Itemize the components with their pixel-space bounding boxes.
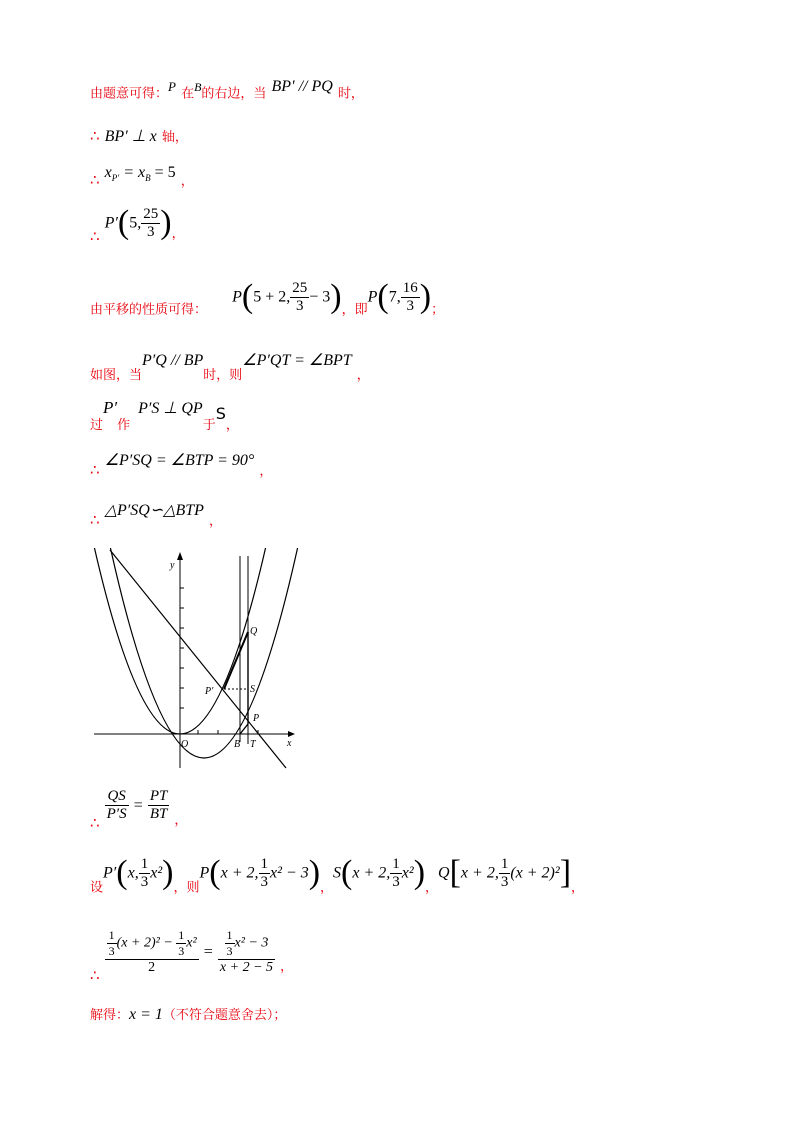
- math-text: = x: [119, 164, 146, 181]
- math-text: x²: [401, 864, 414, 882]
- math-text: 5 + 2,: [253, 288, 291, 306]
- label-x: x: [287, 738, 292, 749]
- fraction: $\frac{1}{3}$: [392, 855, 400, 890]
- math-text: x + 2,: [220, 864, 259, 882]
- line-8: [90, 450, 272, 479]
- label-t: T: [250, 739, 256, 750]
- math-point: P′: [103, 864, 117, 882]
- math-text: x + 2,: [460, 864, 499, 882]
- text: ，: [180, 174, 194, 189]
- text: 解得：: [90, 1008, 130, 1023]
- text: ，则: [173, 880, 200, 896]
- math-x: x: [104, 164, 112, 181]
- math-s: S: [215, 404, 226, 423]
- text: ，: [571, 880, 585, 896]
- text: 于: [202, 418, 216, 433]
- therefore-symbol: ∴: [90, 171, 100, 189]
- fraction: $\frac{1}{3}$: [140, 855, 149, 890]
- math-b: B: [194, 80, 202, 94]
- math-relation: ∠P′SQ = ∠BTP = 90°: [104, 452, 255, 469]
- line-1: [90, 78, 364, 101]
- line-11: $_设$P′(x, $\frac{1}{3}$ $x^2)_{,则}P(x + 2$, $\frac{1}{3}$ $x^2 - 3)_,S(x + 2$, $\frac{1}{3}$ $x^2)_,Q[x + 2$, $\frac{1}{3}$ $(x + 2)^2]_,$: [90, 854, 585, 896]
- segment-p-prime-q: [224, 632, 248, 689]
- text: ，: [171, 226, 185, 242]
- math-relation: △P′SQ∽△BTP: [104, 502, 204, 519]
- math-relation: P′S ⊥ QP: [138, 400, 203, 417]
- fraction-pt-bt: $\frac{PT}{BT}$: [149, 788, 168, 822]
- text: ，: [209, 514, 223, 529]
- math-eq: =: [203, 943, 213, 961]
- math-text: 5,: [129, 214, 142, 232]
- fraction: $\frac{16}{3}$: [402, 279, 418, 314]
- math-point: Q: [438, 864, 450, 882]
- text: ，: [225, 418, 239, 433]
- text: ，: [280, 959, 294, 975]
- math-p: P: [168, 79, 176, 94]
- label-b: B: [234, 739, 241, 750]
- math-text: x²: [150, 864, 163, 882]
- math-relation: BP′ // PQ: [271, 78, 333, 95]
- line-3: [90, 162, 194, 189]
- text: 时，则: [203, 368, 243, 383]
- text: 由平移的性质可得：: [90, 302, 208, 318]
- math-relation: BP′ ⊥ x: [104, 128, 157, 145]
- label-y: y: [170, 560, 175, 571]
- fraction-qs-ps: $\frac{QS}{P'S}$: [106, 788, 127, 822]
- line-13: [90, 1004, 286, 1024]
- fraction: $\frac{1}{3}$: [500, 855, 509, 890]
- math-relation: ∠P′QT = ∠BPT: [242, 352, 352, 369]
- math-text: − 3: [309, 288, 331, 306]
- math-text: x² − 3: [270, 864, 309, 882]
- fraction-lhs: $\frac{1}{3}$ (x + 2)² − $\frac{1}{3}$ x² 2: [105, 928, 199, 976]
- line-6: [90, 350, 370, 383]
- line-12: [90, 928, 293, 985]
- text: 如图，当: [90, 368, 143, 383]
- label-q: Q: [250, 626, 258, 637]
- text: 时，: [337, 86, 364, 102]
- text: 设: [90, 880, 104, 896]
- math-text: x,: [127, 864, 139, 882]
- line-10: [90, 788, 187, 832]
- text: ，: [356, 368, 370, 383]
- math-relation: P′Q // BP: [142, 352, 204, 369]
- therefore-symbol: ∴: [90, 814, 100, 832]
- text: 的右边，当: [201, 86, 267, 102]
- math-eq: =: [133, 797, 143, 814]
- label-s: S: [250, 684, 255, 695]
- text: ，即: [341, 302, 368, 318]
- fraction-rhs: $\frac{1}{3}$ x² − 3 x + 2 − 5: [219, 928, 274, 975]
- math-relation: x = 1: [129, 1006, 163, 1023]
- text: 轴，: [161, 130, 188, 145]
- text: 在: [181, 86, 195, 102]
- math-sub: P′: [111, 173, 120, 184]
- label-o: O: [181, 739, 189, 750]
- therefore-symbol: ∴: [90, 461, 100, 479]
- math-text: (x + 2)²: [510, 864, 560, 882]
- math-sub: B: [145, 173, 151, 184]
- parabola-figure: [88, 548, 300, 774]
- therefore-symbol: ∴: [90, 511, 100, 529]
- therefore-symbol: ∴: [90, 127, 100, 145]
- parabola-shifted: [110, 548, 298, 758]
- math-point: P: [367, 288, 378, 306]
- math-text: 7,: [388, 288, 401, 306]
- label-p: P: [253, 713, 260, 724]
- text: ，: [425, 880, 439, 896]
- math-point: S: [333, 864, 342, 882]
- math-text: = 5: [150, 164, 176, 181]
- therefore-symbol: ∴: [90, 227, 100, 246]
- line-9: [90, 500, 222, 529]
- therefore-symbol: ∴: [90, 966, 100, 985]
- label-p-prime: P′: [205, 686, 214, 697]
- math-point: P: [232, 288, 242, 306]
- axis-ticks: [180, 588, 258, 734]
- text: 由题意可得：: [90, 86, 169, 102]
- text: 作: [117, 418, 131, 433]
- y-axis-arrow: [177, 552, 183, 560]
- math-point: P′: [104, 214, 118, 232]
- line-2: [90, 126, 188, 146]
- fraction: $\frac{25}{3}$: [143, 205, 159, 240]
- text: ，: [259, 464, 273, 479]
- math-text: x + 2,: [352, 864, 391, 882]
- text: ，: [320, 880, 334, 896]
- x-axis-arrow: [288, 731, 295, 737]
- text: （不符合题意舍去）；: [162, 1008, 287, 1023]
- fraction: $\frac{1}{3}$: [260, 855, 268, 890]
- line-5: $_{由平移的性质可得:}$ P(5 + 2, $\frac{25}{3}$ − $3)_{,即}P(7$, $\frac{16}{3}$ )$_;$: [90, 278, 445, 318]
- text: 过: [90, 418, 104, 433]
- line-7: [90, 398, 239, 433]
- text: ；: [431, 302, 445, 318]
- math-point: P′: [103, 398, 118, 417]
- line-bp: [110, 550, 286, 768]
- text: ，: [174, 813, 188, 828]
- line-4: ∴ P′(5, $\frac{25}{3}$ )$_,$: [90, 204, 185, 246]
- fraction: $\frac{25}{3}$: [292, 279, 308, 314]
- math-point: P: [199, 864, 210, 882]
